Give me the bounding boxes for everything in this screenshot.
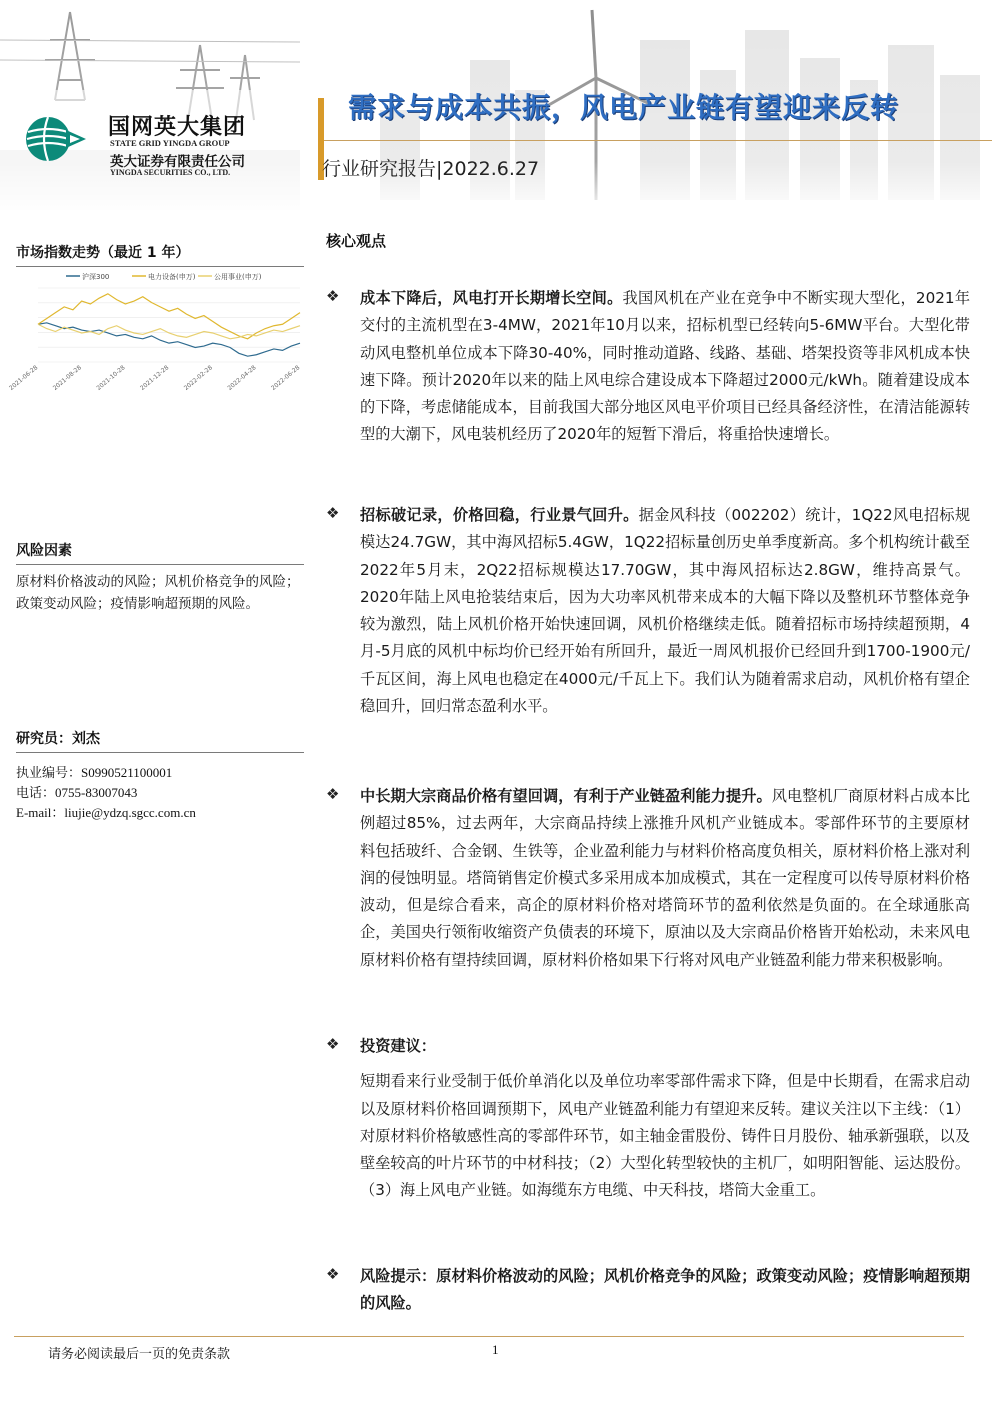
diamond-bullet-icon: ❖ <box>326 1035 340 1053</box>
footer-divider <box>14 1336 964 1337</box>
company-name-cn: 国网英大集团 <box>108 115 247 140</box>
core-point-2 <box>326 502 970 720</box>
risk-factors-text: 原材料价格波动的风险；风机价格竞争的风险；政策变动风险；疫情影响超预期的风险。 <box>16 574 300 612</box>
core-point-3-body: 风电整机厂商原材料占成本比例超过85%，过去两年，大宗商品持续上涨推升风机产业链成本。零部件环节的主要原材料包括玻纤、合金钢、生铁等，企业盈利能力与材料价格高度负相关，原材料价格上涨对利润的侵蚀明显。塔筒销售定价模式多采用成本加成模式，其在一定程度可以传导原材料价格波动，但是综合看来，高企的原材料价格对塔筒环节的盈利依然是负面的。在全球通胀高企，美国央行领衔收缩资产负债表的环境下，原油以及大宗商品价格皆开始松动，未来风电原材料价格有望持续回调，原材料价格如果下行将对风电产业链盈利能力带来积极影响。 <box>360 787 971 969</box>
market-index-section <box>16 242 304 267</box>
core-point-5-text <box>360 1263 970 1318</box>
investment-advice-label: 投资建议： <box>360 1037 436 1055</box>
core-point-1-body: 我国风机在产业在竞争中不断实现大型化，2021年交付的主流机型在3-4MW，2021年10月以来，招标机型已经转向5-6MW平台。大型化带动风电整机单位成本下降30-40%，同时推动道路、线路、基础、塔架投资等非风机成本快速下降。预计2020年以来的陆上风电综合建设成本下降超过2000元/kWh。随着建设成本的下降，考虑储能成本，目前我国大部分地区风电平价项目已经具备经济性，在清洁能源转型的大潮下，风电装机经历了2020年的短暂下滑后，将重拾快速增长。 <box>360 289 971 444</box>
chart-x-tick-label: 2022-02-28 <box>182 364 214 392</box>
chart-x-tick-label: 2022-06-28 <box>270 364 302 392</box>
report-header <box>0 0 992 215</box>
core-point-1-text <box>360 285 970 449</box>
subsidiary-name-cn: 英大证券有限责任公司 <box>110 154 245 170</box>
chart-x-tick-label: 2021-06-28 <box>8 364 40 392</box>
core-point-1-lead: 成本下降后，风电打开长期增长空间。 <box>360 289 623 307</box>
chart-x-tick-label: 2021-12-28 <box>139 364 171 392</box>
subsidiary-name-en: YINGDA SECURITIES CO., LTD. <box>110 168 231 177</box>
chart-legend-label: 公用事业(申万) <box>214 273 262 281</box>
state-grid-logo-icon <box>24 108 90 170</box>
disclaimer-note: 请务必阅读最后一页的免责条款 <box>48 1347 231 1362</box>
risk-factors-section <box>16 540 304 615</box>
chart-x-tick-label: 2022-04-28 <box>226 364 258 392</box>
core-point-4-heading <box>360 1033 970 1060</box>
chart-legend-item <box>132 272 196 281</box>
core-point-1 <box>326 285 970 449</box>
chart-x-tick-label: 2021-08-28 <box>51 364 83 392</box>
core-views-heading: 核心观点 <box>326 232 387 250</box>
market-index-heading: 市场指数走势（最近 1 年） <box>16 242 304 267</box>
analyst-email: E-mail：liujie@ydzq.sgcc.com.cn <box>16 805 196 820</box>
report-title: 需求与成本共振，风电产业链有望迎来反转 <box>348 91 900 124</box>
company-logo <box>24 104 294 184</box>
diamond-bullet-icon: ❖ <box>326 785 340 803</box>
core-point-5 <box>326 1263 970 1318</box>
chart-series-line <box>38 324 300 339</box>
core-point-2-body: 据金风科技（002202）统计，1Q22风电招标规模达24.7GW，其中海风招标5.4GW，1Q22招标量创历史单季度新高。多个机构统计截至2022年5月末，2Q22招标规模达17.70GW，其中海风招标达2.8GW，维持高景气。2020年陆上风电抢装结束后，因为大功率风机带来成本的大幅下降以及整机环节整体竞争较为激烈，陆上风机价格开始快速回调，风机价格继续走低。随着招标市场持续超预期，4月-5月底的风机中标均价已经开始有所回升，最近一周风机报价已经回升到1700-1900元/千瓦区间，海上风电也稳定在4000元/千瓦上下。我们认为随着需求启动，风机价格有望企稳回升，回归常态盈利水平。 <box>360 506 971 716</box>
core-point-3-lead: 中长期大宗商品价格有望回调，有利于产业链盈利能力提升。 <box>360 787 772 805</box>
core-point-3-text <box>360 783 970 974</box>
report-type-date: 行业研究报告|2022.6.27 <box>322 158 540 180</box>
core-point-4-text: 短期看来行业受制于低价单消化以及单位功率零部件需求下降，但是中长期看，在需求启动以及原材料价格回调预期下，风电产业链盈利能力有望迎来反转。建议关注以下主线：（1）对原材料价格敏感性高的零部件环节，如主轴金雷股份、铸件日月股份、轴承新强联，以及壁垒较高的叶片环节的中材科技；（2）大型化转型较快的主机厂，如明阳智能、运达股份。（3）海上风电产业链。如海缆东方电缆、中天科技，塔筒大金重工。 <box>360 1072 970 1200</box>
market-index-chart <box>8 266 304 396</box>
chart-legend-label: 电力设备(申万) <box>148 273 196 281</box>
title-divider <box>324 140 992 141</box>
diamond-bullet-icon: ❖ <box>326 287 340 305</box>
risk-warning-text: 风险提示：原材料价格波动的风险；风机价格竞争的风险；政策变动风险；疫情影响超预期的风险。 <box>360 1267 970 1313</box>
analyst-section <box>16 728 304 823</box>
company-name-en: STATE GRID YINGDA GROUP <box>110 138 230 148</box>
page-number: 1 <box>492 1342 499 1357</box>
core-point-4 <box>326 1033 970 1205</box>
chart-legend-item <box>66 272 109 281</box>
core-point-2-lead: 招标破记录，价格回稳，行业景气回升。 <box>360 506 639 524</box>
analyst-phone: 电话：0755-83007043 <box>16 785 138 800</box>
diamond-bullet-icon: ❖ <box>326 1265 340 1283</box>
chart-legend-item <box>198 272 262 281</box>
market-index-chart-svg <box>8 266 304 396</box>
diamond-bullet-icon: ❖ <box>326 504 340 522</box>
risk-factors-heading: 风险因素 <box>16 540 304 565</box>
chart-x-tick-label: 2021-10-28 <box>95 364 127 392</box>
analyst-heading: 研究员：刘杰 <box>16 728 304 753</box>
chart-series-line <box>38 323 300 356</box>
core-point-2-text <box>360 502 970 720</box>
chart-legend-label: 沪深300 <box>82 273 110 281</box>
analyst-cert: 执业编号：S0990521100001 <box>16 765 173 780</box>
core-point-3 <box>326 783 970 974</box>
